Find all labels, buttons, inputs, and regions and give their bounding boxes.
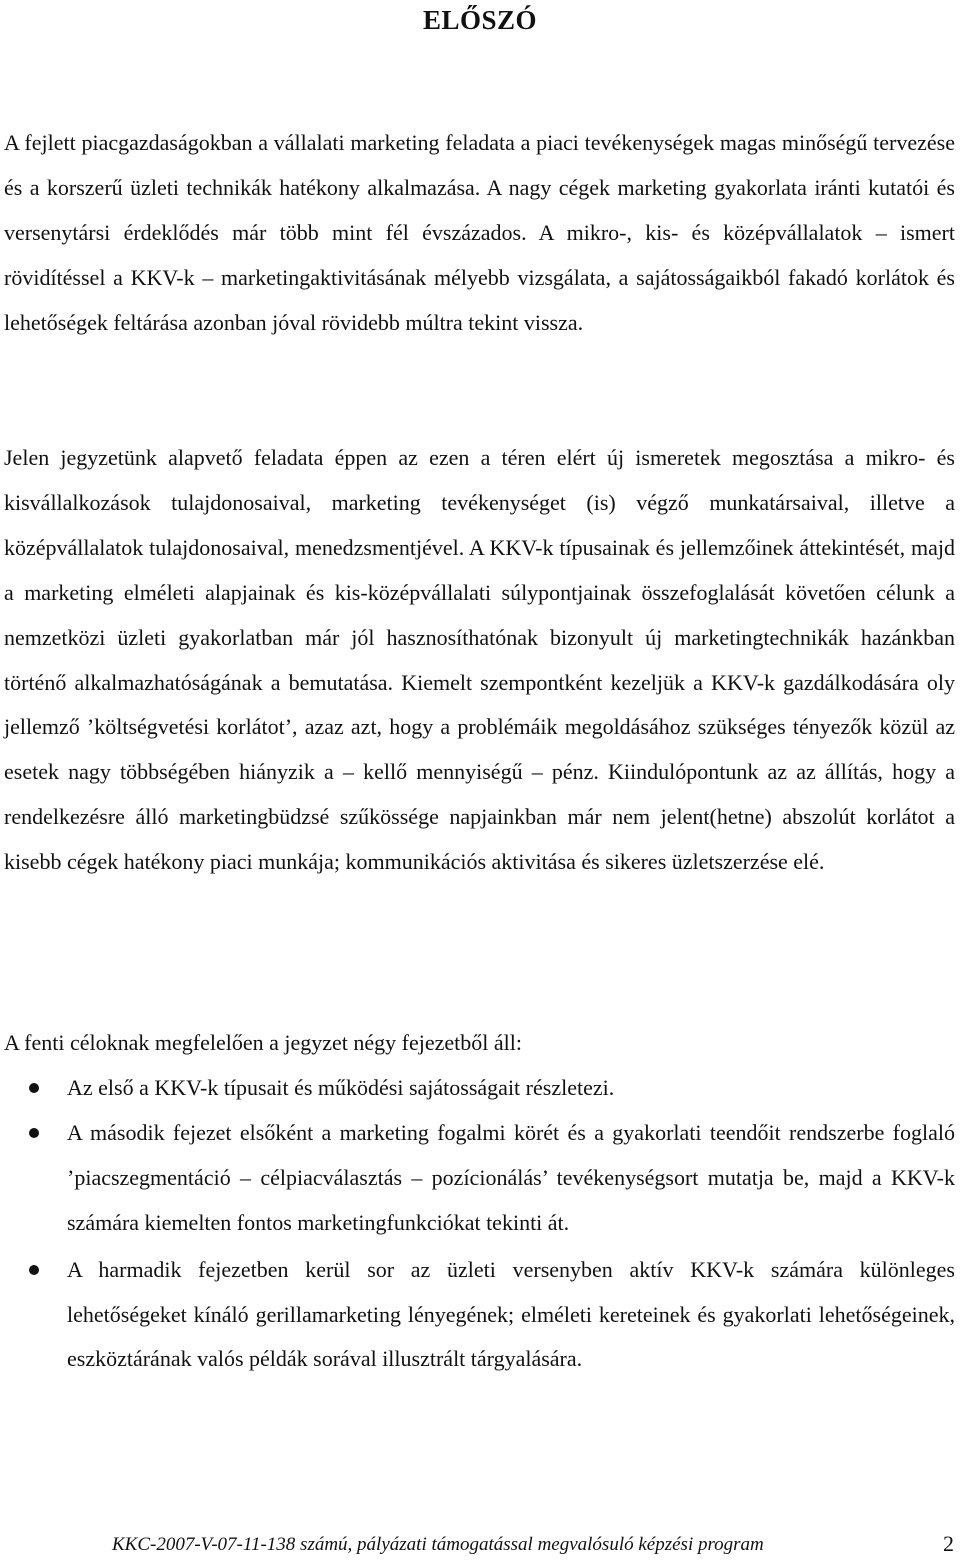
list-item-text: A második fejezet elsőként a marketing fogalmi körét és a gyakorlati teendőit rendszerbe foglaló ’piacszegmentáció – célpiacválasztás – pozícionálás’ tevékenységsort mutatja be, majd a KKV-k számára kiemelten fontos marketingfunkciókat tekinti át. (67, 1119, 955, 1235)
page-footer (0, 1530, 960, 1560)
page-title: ELŐSZÓ (422, 5, 538, 35)
list-item (0, 1248, 955, 1383)
footer-text: KKC-2007-V-07-11-138 számú, pályázati támogatással megvalósuló képzési program (112, 1534, 764, 1555)
list-item-text: Az első a KKV-k típusait és működési sajátosságait részletezi. (67, 1075, 615, 1100)
bullet-icon (29, 1083, 39, 1093)
bullet-icon (29, 1128, 39, 1138)
list-item (0, 1066, 955, 1111)
paragraph-intro: A fejlett piacgazdaságokban a vállalati marketing feladata a piaci tevékenységek magas minőségű tervezése és a korszerű üzleti technikák hatékony alkalmazása. A nagy cégek marketing gyakorlata iránti kutatói és versenytársi érdeklődés már több mint fél évszázados. A mikro-, kis- és középvállalatok – ismert rövidítéssel a KKV-k – marketingaktivitásának mélyebb vizsgálata, a sajátosságaikból fakadó korlátok és lehetőségek feltárása azonban jóval rövidebb múltra tekint vissza. (4, 130, 955, 335)
paragraph-structure-intro: A fenti céloknak megfelelően a jegyzet négy fejezetből áll: (4, 1030, 522, 1055)
page-number: 2 (943, 1531, 954, 1556)
list-item-text: A harmadik fejezetben kerül sor az üzleti versenyben aktív KKV-k számára különleges lehetőségeket kínáló gerillamarketing lényegének; elméleti kereteinek és gyakorlati lehetőségeinek, eszköztárának valós példák sorával illusztrált tárgyalására. (67, 1256, 955, 1372)
bullet-icon (29, 1265, 39, 1275)
list-item (0, 1111, 955, 1246)
paragraph-purpose: Jelen jegyzetünk alapvető feladata éppen az ezen a téren elért új ismeretek megosztása a mikro- és kisvállalkozások tulajdonosaival, marketing tevékenységet (is) végző munkatársaival, illetve a középvállalatok tulajdonosaival, menedzsmentjével. A KKV-k típusainak és jellemzőinek áttekintését, majd a marketing elméleti alapjainak és kis-középvállalati súlypontjainak összefoglalását követően célunk a nemzetközi üzleti gyakorlatban már jól hasznosíthatónak bizonyult új marketingtechnikák hazánkban történő alkalmazhatóságának a bemutatása. Kiemelt szempontként kezeljük a KKV-k gazdálkodására oly jellemző ’költségvetési korlátot’, azaz azt, hogy a problémáik megoldásához szükséges tényezők közül az esetek nagy többségében hiányzik a – kellő mennyiségű – pénz. Kiindulópontunk az az állítás, hogy a rendelkezésre álló marketingbüdzsé szűkössége napjainkban már nem jelent(hetne) abszolút korlátot a kisebb cégek hatékony piaci munkája; kommunikációs aktivitása és sikeres üzletszerzése elé. (4, 445, 955, 875)
chapter-list (0, 1066, 960, 1382)
